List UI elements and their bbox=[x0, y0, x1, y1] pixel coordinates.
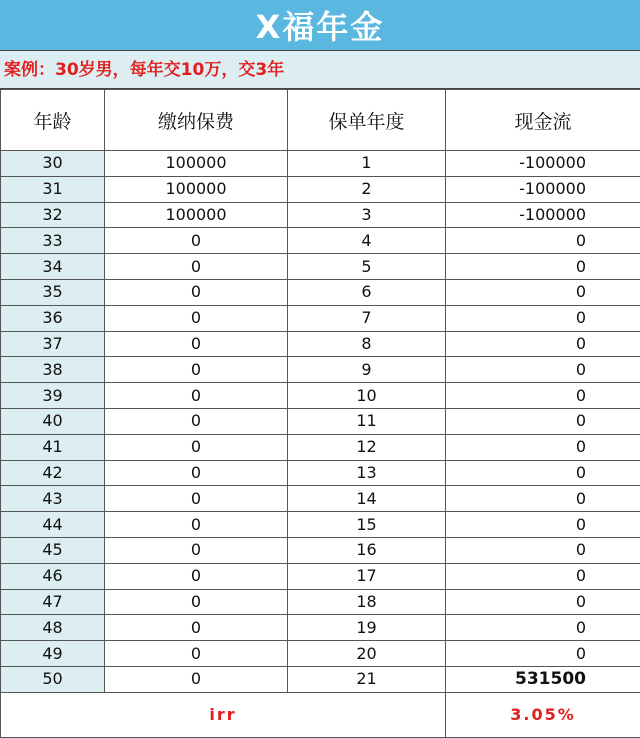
cash-flow-cell: 0 bbox=[446, 512, 640, 538]
age-cell: 35 bbox=[1, 279, 105, 305]
policy-year-cell: 9 bbox=[288, 357, 446, 383]
table-row bbox=[1, 357, 640, 383]
policy-year-cell: 3 bbox=[288, 202, 446, 228]
policy-year-cell: 11 bbox=[288, 408, 446, 434]
premium-cell: 0 bbox=[105, 589, 288, 615]
premium-cell: 0 bbox=[105, 357, 288, 383]
cash-flow-cell: 0 bbox=[446, 357, 640, 383]
header-policy-year: 保单年度 bbox=[288, 90, 446, 151]
table-row bbox=[1, 202, 640, 228]
cash-flow-cell: 0 bbox=[446, 537, 640, 563]
age-cell: 40 bbox=[1, 408, 105, 434]
age-cell: 50 bbox=[1, 666, 105, 692]
age-cell: 30 bbox=[1, 151, 105, 177]
premium-cell: 0 bbox=[105, 228, 288, 254]
age-cell: 31 bbox=[1, 176, 105, 202]
table-row bbox=[1, 176, 640, 202]
policy-year-cell: 2 bbox=[288, 176, 446, 202]
table-row bbox=[1, 641, 640, 667]
table-row bbox=[1, 331, 640, 357]
age-cell: 39 bbox=[1, 383, 105, 409]
cash-flow-cell: 0 bbox=[446, 383, 640, 409]
table-row bbox=[1, 512, 640, 538]
cash-flow-cell: 0 bbox=[446, 563, 640, 589]
cash-flow-cell: 0 bbox=[446, 408, 640, 434]
age-cell: 44 bbox=[1, 512, 105, 538]
policy-year-cell: 19 bbox=[288, 615, 446, 641]
premium-cell: 0 bbox=[105, 408, 288, 434]
policy-year-cell: 13 bbox=[288, 460, 446, 486]
case-description: 案例：30岁男，每年交10万，交3年 bbox=[0, 51, 640, 89]
cash-flow-cell: 0 bbox=[446, 279, 640, 305]
table-body bbox=[1, 151, 640, 693]
premium-cell: 0 bbox=[105, 666, 288, 692]
table-row bbox=[1, 615, 640, 641]
header-cash-flow: 现金流 bbox=[446, 90, 640, 151]
premium-cell: 100000 bbox=[105, 151, 288, 177]
policy-year-cell: 6 bbox=[288, 279, 446, 305]
irr-value: 3.05% bbox=[446, 692, 640, 737]
premium-cell: 0 bbox=[105, 254, 288, 280]
table-row bbox=[1, 537, 640, 563]
age-cell: 48 bbox=[1, 615, 105, 641]
cash-flow-cell: 0 bbox=[446, 254, 640, 280]
premium-cell: 100000 bbox=[105, 176, 288, 202]
table-row bbox=[1, 279, 640, 305]
policy-year-cell: 7 bbox=[288, 305, 446, 331]
cash-flow-cell: 0 bbox=[446, 228, 640, 254]
cash-flow-cell: 0 bbox=[446, 486, 640, 512]
table-row bbox=[1, 228, 640, 254]
premium-cell: 0 bbox=[105, 434, 288, 460]
table-row bbox=[1, 589, 640, 615]
policy-year-cell: 20 bbox=[288, 641, 446, 667]
table-row bbox=[1, 305, 640, 331]
sheet-title: X福年金 bbox=[0, 0, 640, 51]
cash-flow-cell: -100000 bbox=[446, 202, 640, 228]
table-row bbox=[1, 666, 640, 692]
irr-row bbox=[1, 692, 640, 737]
header-age: 年龄 bbox=[1, 90, 105, 151]
policy-year-cell: 16 bbox=[288, 537, 446, 563]
policy-year-cell: 17 bbox=[288, 563, 446, 589]
age-cell: 36 bbox=[1, 305, 105, 331]
table-row bbox=[1, 434, 640, 460]
policy-year-cell: 5 bbox=[288, 254, 446, 280]
table-row bbox=[1, 408, 640, 434]
policy-year-cell: 10 bbox=[288, 383, 446, 409]
cash-flow-cell: 0 bbox=[446, 460, 640, 486]
cash-flow-cell: -100000 bbox=[446, 151, 640, 177]
age-cell: 43 bbox=[1, 486, 105, 512]
policy-year-cell: 18 bbox=[288, 589, 446, 615]
premium-cell: 0 bbox=[105, 331, 288, 357]
premium-cell: 0 bbox=[105, 512, 288, 538]
age-cell: 37 bbox=[1, 331, 105, 357]
premium-cell: 0 bbox=[105, 305, 288, 331]
premium-cell: 0 bbox=[105, 641, 288, 667]
table-row bbox=[1, 486, 640, 512]
irr-label: irr bbox=[1, 692, 446, 737]
table-row bbox=[1, 460, 640, 486]
age-cell: 38 bbox=[1, 357, 105, 383]
premium-cell: 0 bbox=[105, 537, 288, 563]
age-cell: 46 bbox=[1, 563, 105, 589]
premium-cell: 0 bbox=[105, 563, 288, 589]
premium-cell: 0 bbox=[105, 460, 288, 486]
cash-flow-cell: 531500 bbox=[446, 666, 640, 692]
table-row bbox=[1, 383, 640, 409]
premium-cell: 0 bbox=[105, 279, 288, 305]
header-premium: 缴纳保费 bbox=[105, 90, 288, 151]
policy-year-cell: 1 bbox=[288, 151, 446, 177]
age-cell: 34 bbox=[1, 254, 105, 280]
cash-flow-cell: -100000 bbox=[446, 176, 640, 202]
policy-year-cell: 12 bbox=[288, 434, 446, 460]
cash-flow-cell: 0 bbox=[446, 434, 640, 460]
age-cell: 47 bbox=[1, 589, 105, 615]
age-cell: 32 bbox=[1, 202, 105, 228]
table-row bbox=[1, 254, 640, 280]
age-cell: 33 bbox=[1, 228, 105, 254]
policy-year-cell: 4 bbox=[288, 228, 446, 254]
age-cell: 49 bbox=[1, 641, 105, 667]
header-row bbox=[1, 90, 640, 151]
cash-flow-cell: 0 bbox=[446, 305, 640, 331]
premium-cell: 100000 bbox=[105, 202, 288, 228]
table-row bbox=[1, 563, 640, 589]
policy-year-cell: 15 bbox=[288, 512, 446, 538]
cash-flow-cell: 0 bbox=[446, 331, 640, 357]
premium-cell: 0 bbox=[105, 615, 288, 641]
table-row bbox=[1, 151, 640, 177]
age-cell: 41 bbox=[1, 434, 105, 460]
age-cell: 42 bbox=[1, 460, 105, 486]
cashflow-table bbox=[0, 89, 640, 738]
cash-flow-cell: 0 bbox=[446, 589, 640, 615]
policy-year-cell: 21 bbox=[288, 666, 446, 692]
premium-cell: 0 bbox=[105, 383, 288, 409]
cash-flow-cell: 0 bbox=[446, 615, 640, 641]
premium-cell: 0 bbox=[105, 486, 288, 512]
age-cell: 45 bbox=[1, 537, 105, 563]
cash-flow-cell: 0 bbox=[446, 641, 640, 667]
policy-year-cell: 8 bbox=[288, 331, 446, 357]
policy-year-cell: 14 bbox=[288, 486, 446, 512]
